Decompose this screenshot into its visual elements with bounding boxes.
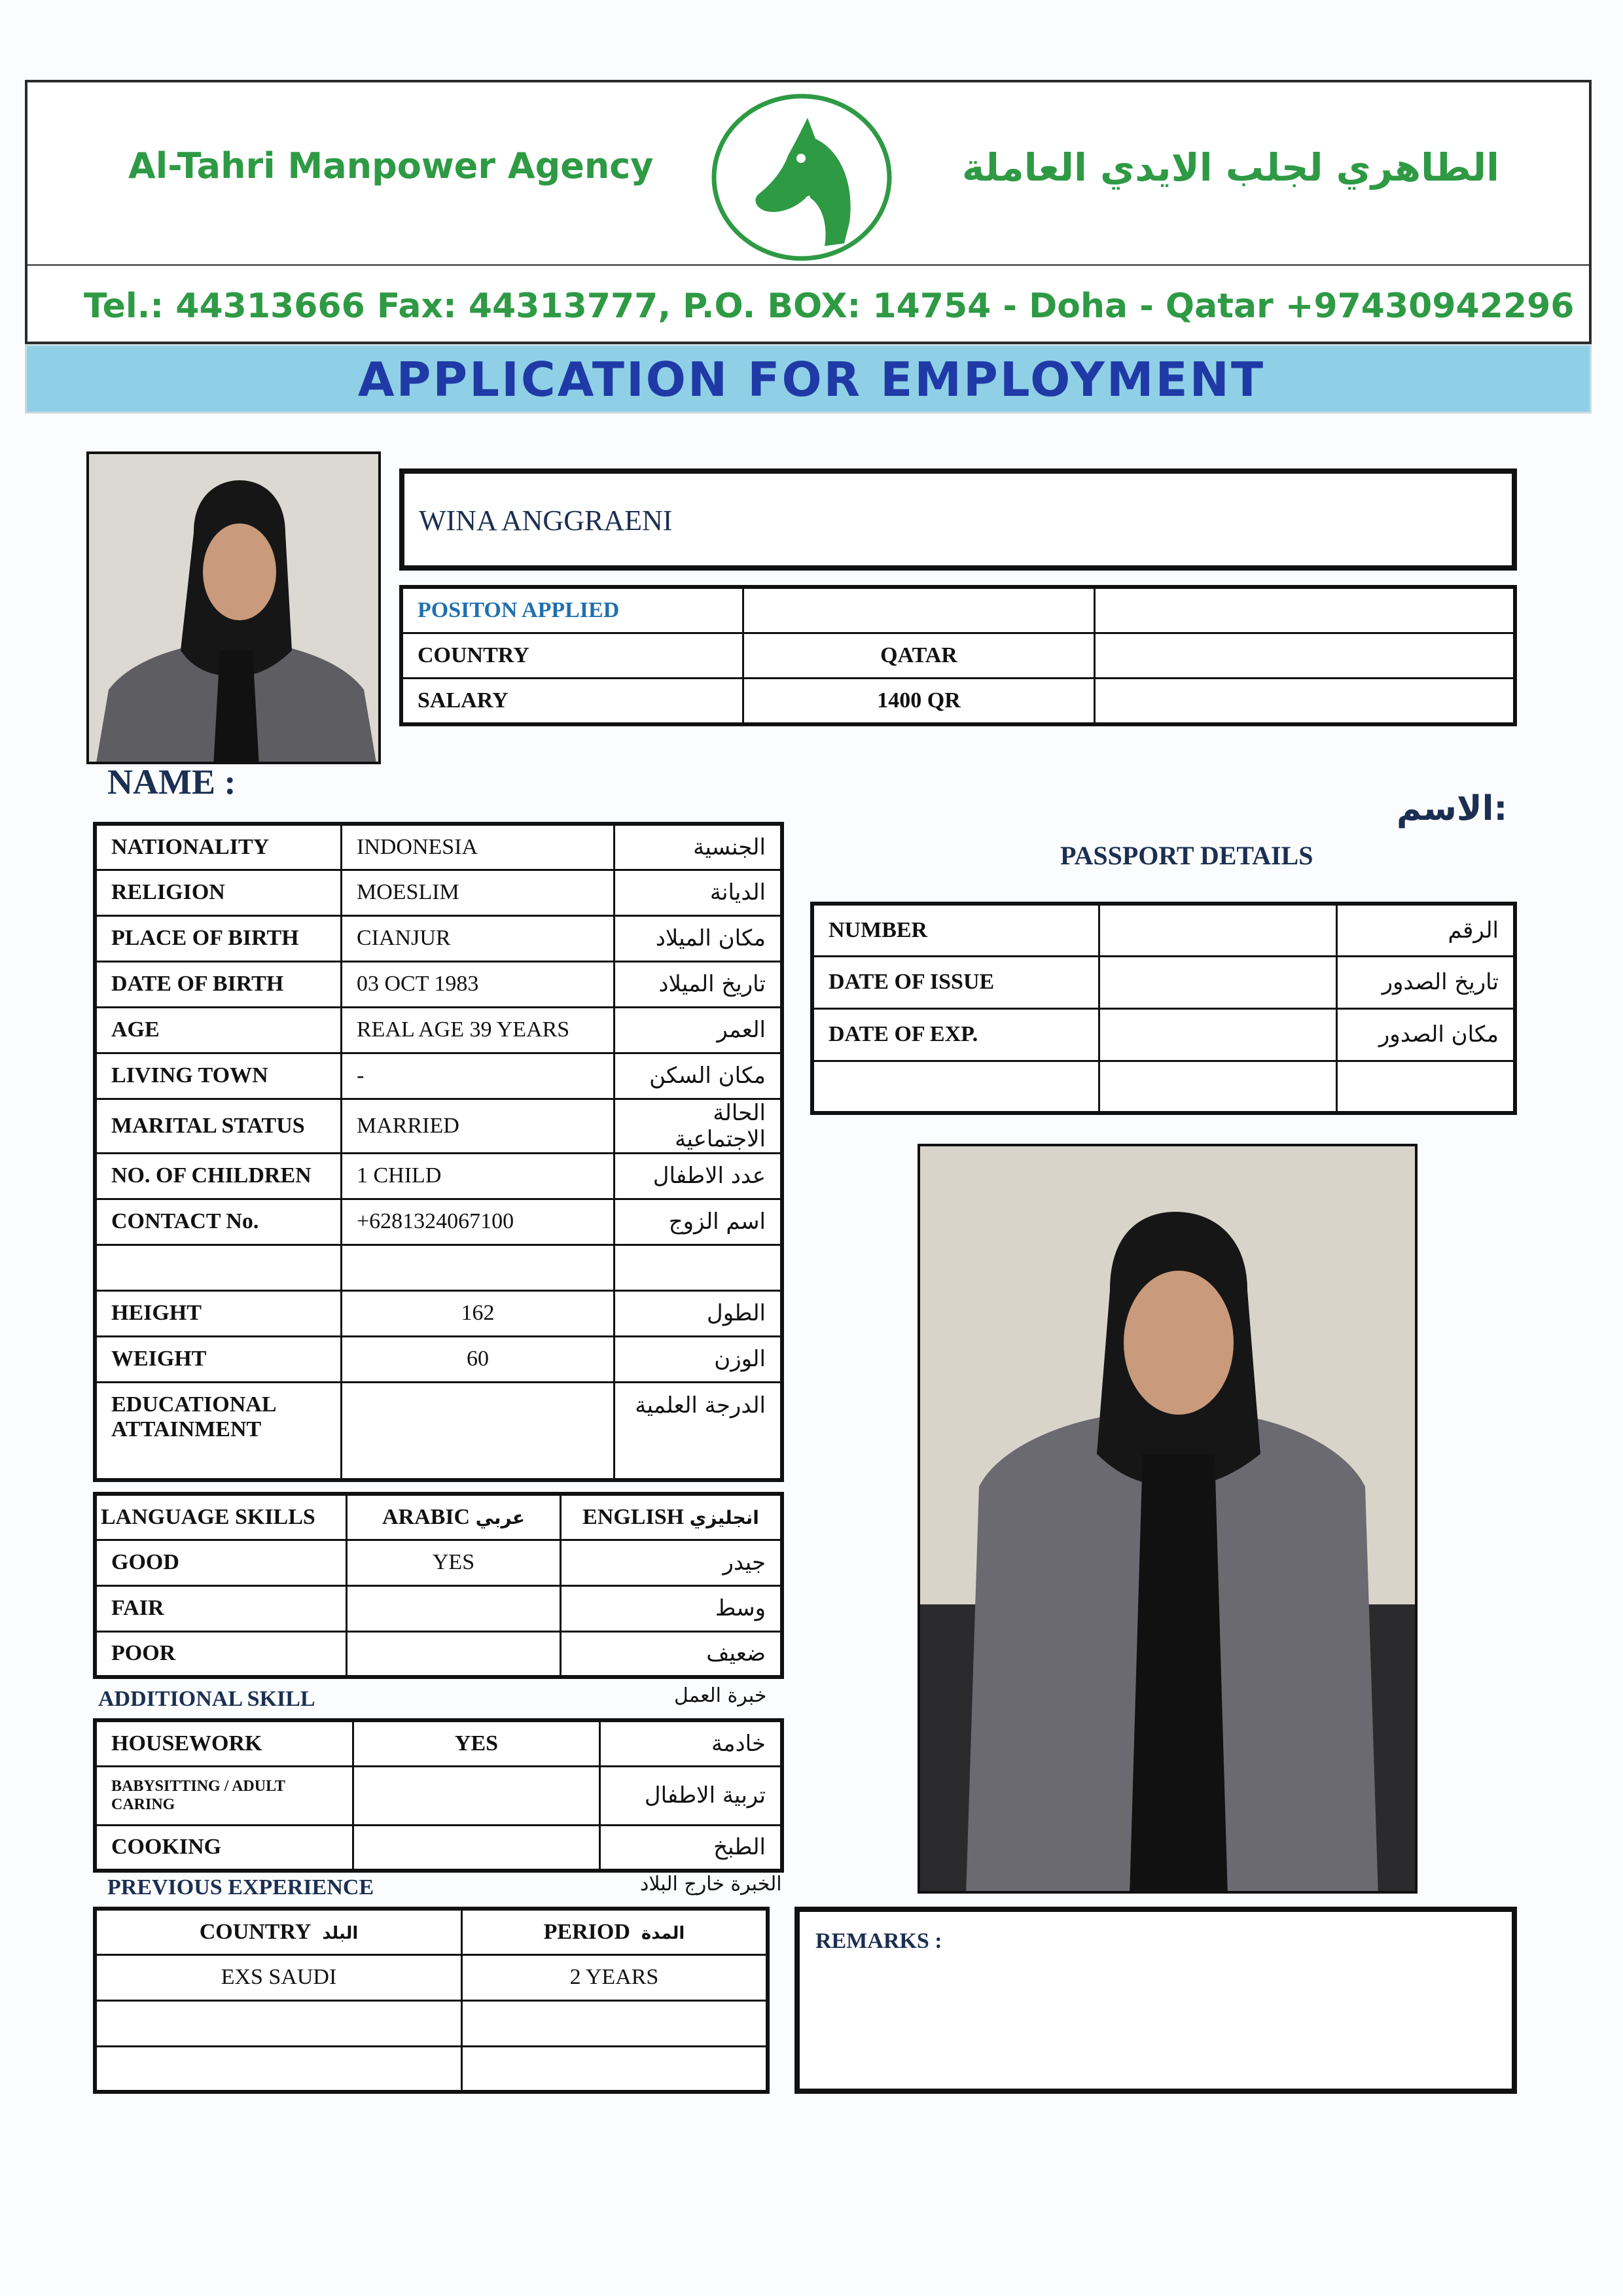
passport-label-ar [1337,1061,1516,1113]
personal-value: +6281324067100 [342,1199,615,1245]
personal-label: PLACE OF BIRTH [95,915,342,961]
arabic-level-value [347,1585,561,1631]
personal-label-ar: العمر [615,1007,783,1053]
language-level-label: FAIR [95,1585,347,1631]
personal-label-ar: عدد الاطفال [615,1153,783,1199]
country-label: COUNTRY [401,633,743,678]
skill-label: HOUSEWORK [95,1720,353,1766]
skill-label: BABYSITTING / ADULT CARING [95,1766,353,1825]
personal-label: RELIGION [95,870,342,915]
skill-value: YES [353,1720,600,1766]
previous-experience-table [93,1907,770,2094]
personal-value: MOESLIM [342,870,615,915]
agency-name-en: Al-Tahri Manpower Agency [128,145,654,186]
personal-value: CIANJUR [342,915,615,961]
personal-label-ar: الديانة [615,870,783,915]
arabic-level-value [347,1631,561,1677]
skill-value [353,1825,600,1871]
experience-period-value [462,2046,768,2092]
personal-label: AGE [95,1007,342,1053]
experience-period-label: PERIOD [543,1919,630,1944]
language-level-label: GOOD [95,1540,347,1585]
personal-label: NATIONALITY [95,824,342,870]
passport-label-ar: مكان الصدور [1337,1008,1516,1061]
english-label-ar: انجليزي [689,1506,759,1528]
additional-skill-title: ADDITIONAL SKILL [98,1687,315,1711]
personal-value: 162 [342,1290,615,1336]
skill-label-ar: الطبخ [600,1825,783,1871]
passport-table [810,902,1517,1115]
experience-country-value [95,2046,462,2092]
personal-label: EDUCATIONAL ATTAINMENT [95,1382,342,1480]
language-level-label: POOR [95,1631,347,1677]
applicant-full-photo [918,1144,1418,1894]
personal-value: REAL AGE 39 YEARS [342,1007,615,1053]
english-level-ar: جيدر [561,1540,783,1585]
previous-experience-title: PREVIOUS EXPERIENCE [107,1875,374,1899]
skill-label-ar: تربية الاطفال [600,1766,783,1825]
personal-value: 60 [342,1336,615,1382]
personal-value: 1 CHILD [342,1153,615,1199]
experience-period-value: 2 YEARS [462,1954,768,2000]
remarks-label: REMARKS : [815,1929,942,1953]
personal-label-ar: اسم الزوج [615,1199,783,1245]
additional-skill-title-ar: خبرة العمل [674,1684,767,1707]
salary-extra-cell [1095,678,1516,724]
personal-label-ar: الحالة الاجتماعية [615,1099,783,1153]
passport-label [812,1061,1099,1113]
personal-label: DATE OF BIRTH [95,961,342,1007]
experience-country-label-ar: البلد [322,1923,359,1943]
remarks-box [794,1907,1517,2094]
personal-value: INDONESIA [342,824,615,870]
experience-country-value [95,2000,462,2046]
applicant-portrait-photo [86,451,381,764]
horse-logo-icon [709,92,894,263]
personal-label [95,1245,342,1290]
passport-label: DATE OF EXP. [812,1008,1099,1061]
english-level-ar: ضعيف [561,1631,783,1677]
personal-label: CONTACT No. [95,1199,342,1245]
salary-label: SALARY [401,678,743,724]
passport-label: NUMBER [812,904,1099,956]
position-table [399,585,1517,726]
skill-value [353,1766,600,1825]
passport-label: DATE OF ISSUE [812,956,1099,1008]
country-value: QATAR [743,633,1095,678]
passport-title: PASSPORT DETAILS [1060,841,1313,870]
personal-label-ar: الجنسية [615,824,783,870]
contact-line: Tel.: 44313666 Fax: 44313777, P.O. BOX: 14754 - Doha - Qatar +97430942296 [84,287,1575,326]
position-applied-label: POSITON APPLIED [401,587,743,633]
personal-label-ar: مكان الميلاد [615,915,783,961]
personal-label-ar [615,1245,783,1290]
position-applied-value [743,587,1095,633]
personal-label: WEIGHT [95,1336,342,1382]
experience-period-label-ar: المدة [641,1923,685,1943]
additional-skill-table [93,1718,784,1873]
passport-label-ar: الرقم [1337,904,1516,956]
name-label: NAME : [107,762,236,802]
arabic-label: ARABIC [382,1504,471,1529]
personal-value: - [342,1053,615,1099]
previous-experience-title-ar: الخبرة خارج البلاد [640,1873,782,1896]
experience-period-value [462,2000,768,2046]
english-level-ar: وسط [561,1585,783,1631]
personal-label: HEIGHT [95,1290,342,1336]
english-label: ENGLISH [582,1504,685,1529]
personal-details-table [93,822,784,1482]
name-label-ar: الاسم: [1397,789,1508,828]
country-extra-cell [1095,633,1516,678]
arabic-label-ar: عربي [475,1506,525,1528]
form-title: APPLICATION FOR EMPLOYMENT [357,352,1266,407]
skill-label: COOKING [95,1825,353,1871]
passport-value [1099,1061,1337,1113]
skill-label-ar: خادمة [600,1720,783,1766]
personal-label-ar: تاريخ الميلاد [615,961,783,1007]
personal-label: MARITAL STATUS [95,1099,342,1153]
passport-value [1099,1008,1337,1061]
personal-label-ar: الطول [615,1290,783,1336]
experience-country-value: EXS SAUDI [95,1954,462,2000]
full-name-box [399,468,1517,571]
full-name: WINA ANGGRAENI [419,504,673,537]
agency-name-ar: الطاهري لجلب الايدي العاملة [962,145,1500,190]
language-skills-table [93,1492,784,1679]
personal-value: 03 OCT 1983 [342,961,615,1007]
passport-label-ar: تاريخ الصدور [1337,956,1516,1008]
arabic-level-value: YES [347,1540,561,1585]
salary-value: 1400 QR [743,678,1095,724]
personal-label-ar: مكان السكن [615,1053,783,1099]
personal-value [342,1245,615,1290]
personal-value [342,1382,615,1480]
personal-label: LIVING TOWN [95,1053,342,1099]
personal-value: MARRIED [342,1099,615,1153]
experience-country-label: COUNTRY [199,1919,312,1944]
passport-value [1099,956,1337,1008]
personal-label: NO. OF CHILDREN [95,1153,342,1199]
position-extra-cell [1095,587,1516,633]
passport-value [1099,904,1337,956]
language-skills-label: LANGUAGE SKILLS [95,1494,347,1540]
personal-label-ar: الوزن [615,1336,783,1382]
personal-label-ar: الدرجة العلمية [615,1382,783,1480]
